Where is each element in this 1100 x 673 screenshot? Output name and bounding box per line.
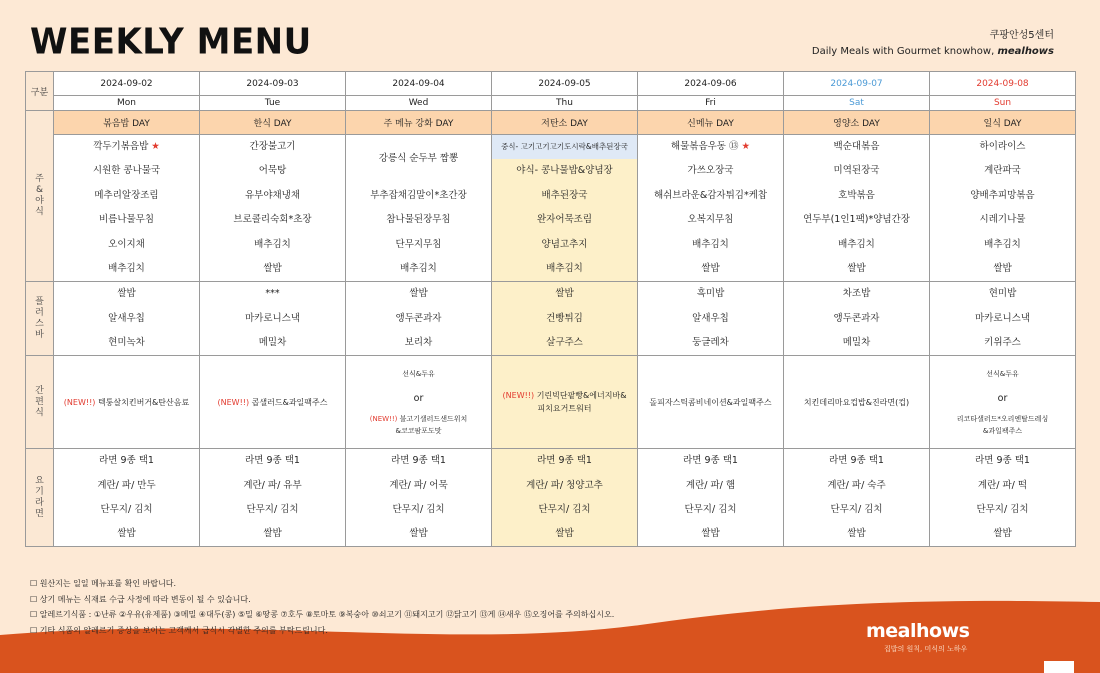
snack-or: or xyxy=(413,392,424,404)
main-mon xyxy=(54,135,200,282)
main-item: 단무지무침 xyxy=(395,238,442,250)
mealhows-logo: mealhows xyxy=(866,620,970,642)
notes-list xyxy=(30,576,614,638)
plus-item: 둥글레차 xyxy=(692,336,729,348)
theme-fri: 신메뉴 DAY xyxy=(638,111,784,135)
ramen-item: 쌀밥 xyxy=(263,528,282,540)
main-item: 야식- 콩나물밥&양념장 xyxy=(516,165,613,177)
plus-thu xyxy=(492,282,638,356)
star-icon: ★ xyxy=(741,141,751,152)
logo-subtitle: 집밥의 원칙, 미식의 노하우 xyxy=(884,645,968,653)
ramen-item: 계란/ 파/ 숙주 xyxy=(827,479,886,491)
tagline-text: Daily Meals with Gourmet knowhow, xyxy=(811,46,995,57)
ramen-fri xyxy=(638,449,784,547)
note-item: ☐ 기타 식품의 알레르기 증상을 보이는 고객께서 급식시 각별한 주의를 부탁드립니다. xyxy=(30,623,614,639)
snack-fri: 돌피자스틱콤비네이션&과일팩주스 xyxy=(638,356,784,449)
ramen-item: 계란/ 파/ 떡 xyxy=(977,479,1028,491)
snack-text: 텍퉁살치킨버거&탄산음료 xyxy=(97,397,190,407)
ramen-item: 계란/ 파/ 어묵 xyxy=(389,479,448,491)
ramen-item: 쌀밥 xyxy=(847,528,866,540)
main-item: 쌀밥 xyxy=(263,262,282,274)
plus-item: 현미밥 xyxy=(988,288,1017,300)
main-sun xyxy=(930,135,1076,282)
ramen-item: 라면 9종 택1 xyxy=(537,455,592,467)
snack-thu xyxy=(492,356,638,449)
main-item-text: 깍두기볶음밥 ★ xyxy=(93,141,160,152)
day-sat: Sat xyxy=(784,96,930,111)
date-mon: 2024-09-02 xyxy=(54,72,200,96)
snack-wed xyxy=(346,356,492,449)
ramen-item: 계란/ 파/ 만두 xyxy=(97,479,156,491)
main-item: 배추김치 xyxy=(400,262,437,274)
main-item: 양념고추지 xyxy=(541,238,588,250)
day-row xyxy=(26,96,1076,111)
date-fri: 2024-09-06 xyxy=(638,72,784,96)
main-item: 부추잡채김말이*초간장 xyxy=(370,189,467,201)
snack-wed-text xyxy=(348,413,489,437)
page-title: WEEKLY MENU xyxy=(30,21,312,63)
ramen-item: 쌀밥 xyxy=(555,528,574,540)
main-item: 백순대볶음 xyxy=(833,141,880,152)
theme-thu: 저탄소 DAY xyxy=(492,111,638,135)
note-item: ☐ 알레르기식품 : ①난류 ②우유(유제품) ③메밀 ④대두(콩) ⑤밀 ⑥땅콩 ⑦호두 ⑧토마토 ⑨복숭아 ⑩쇠고기 ⑪돼지고기 ⑫닭고기 ⑬게 ⑭새우 ⑮오징어를 주의하십시오. xyxy=(30,607,614,623)
main-item: 배추김치 xyxy=(838,238,875,250)
theme-row xyxy=(26,111,1076,135)
main-item: 쌀밥 xyxy=(847,262,866,274)
main-tue xyxy=(200,135,346,282)
main-item: 비름나물무침 xyxy=(98,214,155,226)
theme-wed: 주 메뉴 강화 DAY xyxy=(346,111,492,135)
plus-item: 쌀밥 xyxy=(409,288,428,300)
day-fri: Fri xyxy=(638,96,784,111)
note-item: ☐ 원산지는 일일 메뉴표를 확인 바랍니다. xyxy=(30,576,614,592)
category-ramen xyxy=(26,449,54,547)
plus-item: 메밀차 xyxy=(842,336,871,348)
plus-sun xyxy=(930,282,1076,356)
theme-sat: 영양소 DAY xyxy=(784,111,930,135)
main-item: 브로콜리숙회*초장 xyxy=(233,214,312,226)
main-item: 해물볶음우동 ⑬ ★ xyxy=(670,141,751,152)
snack-text: 리코타샐러드*오리엔탈드레싱 &과일팩주스 xyxy=(956,414,1049,435)
main-item: 양배추피망볶음 xyxy=(970,189,1035,201)
snack-sat: 치킨데리마요컵밥&진라면(컵) xyxy=(784,356,930,449)
snack-sun xyxy=(930,356,1076,449)
ramen-mon xyxy=(54,449,200,547)
main-item: 오복지무침 xyxy=(687,214,734,226)
page-corner xyxy=(1044,661,1074,673)
star-icon: ★ xyxy=(151,141,160,152)
main-item: 배추김치 xyxy=(254,238,291,250)
main-item: 중식- 고기고기고기도시락&배추된장국 xyxy=(492,135,637,159)
plus-item: 차조밥 xyxy=(842,288,871,300)
day-mon: Mon xyxy=(54,96,200,111)
category-snack-label: 간 편 식 xyxy=(35,385,44,418)
plus-item: 보리차 xyxy=(404,336,433,348)
day-tue: Tue xyxy=(200,96,346,111)
ramen-tue xyxy=(200,449,346,547)
plus-item: 알새우칩 xyxy=(692,312,729,324)
main-item: 배추김치 xyxy=(546,262,583,274)
snack-text: 콥샐러드&과일팩주스 xyxy=(251,397,328,407)
main-item: 해쉬브라운&감자튀김*케찹 xyxy=(653,189,768,201)
snack-text: 기린빅단팥빵&에너지바& 피치요거트워터 xyxy=(536,391,627,414)
theme-tue: 한식 DAY xyxy=(200,111,346,135)
note-item: ☐ 상기 메뉴는 식재료 수급 사정에 따라 변동이 될 수 있습니다. xyxy=(30,592,614,608)
main-item: 호박볶음 xyxy=(838,189,875,201)
weekly-menu-table xyxy=(25,71,1076,547)
snack-row xyxy=(26,356,1076,449)
main-row xyxy=(26,135,1076,282)
new-badge: (NEW!!) xyxy=(63,397,96,407)
main-item: 완자어묵조림 xyxy=(536,214,593,226)
new-badge: (NEW!!) xyxy=(502,391,535,401)
ramen-item: 계란/ 파/ 유부 xyxy=(243,479,302,491)
main-fri xyxy=(638,135,784,282)
new-badge: (NEW!!) xyxy=(369,414,398,423)
plus-item: 살구주스 xyxy=(546,336,583,348)
date-sun: 2024-09-08 xyxy=(930,72,1076,96)
category-plus-label: 플 러 스 바 xyxy=(35,296,44,340)
snack-or: or xyxy=(997,392,1008,404)
ramen-wed xyxy=(346,449,492,547)
category-main-label: 주 & 야 식 xyxy=(35,174,44,218)
plus-item: 마카로니스낵 xyxy=(974,312,1031,324)
main-item: 계란파국 xyxy=(984,165,1021,177)
snack-top: 선식&두유 xyxy=(402,369,435,378)
main-item: 유부야채냉채 xyxy=(244,189,301,201)
ramen-item: 라면 9종 택1 xyxy=(99,455,154,467)
main-item xyxy=(54,135,199,159)
category-ramen-label: 요 기 라 면 xyxy=(35,475,44,519)
main-item: 하이라이스 xyxy=(979,141,1026,152)
date-thu: 2024-09-05 xyxy=(492,72,638,96)
plus-item: 쌀밥 xyxy=(555,288,574,300)
ramen-item: 쌀밥 xyxy=(701,528,720,540)
category-snack xyxy=(26,356,54,449)
main-item: 미역된장국 xyxy=(833,165,880,177)
date-row xyxy=(26,72,1076,96)
ramen-item: 단무지/ 김치 xyxy=(392,503,445,515)
ramen-sun xyxy=(930,449,1076,547)
ramen-item: 계란/ 파/ 청양고추 xyxy=(526,479,603,491)
ramen-item: 라면 9종 택1 xyxy=(245,455,300,467)
category-header: 구분 xyxy=(26,72,54,111)
main-item: 배추된장국 xyxy=(541,189,588,201)
main-wed xyxy=(346,135,492,282)
ramen-item: 라면 9종 택1 xyxy=(975,455,1030,467)
plus-tue xyxy=(200,282,346,356)
plus-wed xyxy=(346,282,492,356)
plus-item: 앵두콘과자 xyxy=(833,312,880,324)
snack-tue xyxy=(200,356,346,449)
snack-text: 불고기샐러드샌드위치 &코코팜포도맛 xyxy=(395,414,468,435)
plus-item: 알새우칩 xyxy=(108,312,145,324)
ramen-item: 라면 9종 택1 xyxy=(683,455,738,467)
date-tue: 2024-09-03 xyxy=(200,72,346,96)
snack-top: 선식&두유 xyxy=(986,369,1019,378)
ramen-sat xyxy=(784,449,930,547)
ramen-item: 단무지/ 김치 xyxy=(246,503,299,515)
plus-item: 현미녹차 xyxy=(108,336,145,348)
main-item: 어묵탕 xyxy=(258,165,287,177)
main-sat xyxy=(784,135,930,282)
main-item: 배추김치 xyxy=(984,238,1021,250)
new-badge: (NEW!!) xyxy=(217,397,250,407)
main-item: 배추김치 xyxy=(108,262,145,274)
plus-item: 앵두콘과자 xyxy=(395,312,442,324)
tagline-brand: mealhows xyxy=(997,46,1054,57)
main-item: 쌀밥 xyxy=(993,262,1012,274)
day-thu: Thu xyxy=(492,96,638,111)
main-item: 간장불고기 xyxy=(249,141,296,152)
main-item: 오이지채 xyxy=(108,238,145,250)
ramen-item: 라면 9종 택1 xyxy=(829,455,884,467)
day-sun: Sun xyxy=(930,96,1076,111)
ramen-item: 쌀밥 xyxy=(409,528,428,540)
branch-name: 쿠팡안성5센터 xyxy=(989,30,1054,41)
main-item: 시원한 콩나물국 xyxy=(92,165,161,177)
ramen-item: 단무지/ 김치 xyxy=(976,503,1029,515)
plus-item: 쌀밥 xyxy=(117,288,136,300)
snack-mon xyxy=(54,356,200,449)
plus-item: 마카로니스낵 xyxy=(244,312,301,324)
main-item: 쌀밥 xyxy=(701,262,720,274)
plus-item: *** xyxy=(265,288,280,300)
plus-item: 키위주스 xyxy=(984,336,1021,348)
ramen-item: 쌀밥 xyxy=(993,528,1012,540)
plus-sat xyxy=(784,282,930,356)
plus-row xyxy=(26,282,1076,356)
theme-sun: 일식 DAY xyxy=(930,111,1076,135)
ramen-item: 단무지/ 김치 xyxy=(830,503,883,515)
ramen-item: 쌀밥 xyxy=(117,528,136,540)
main-item: 강릉식 순두부 짬뽕 xyxy=(378,153,459,164)
ramen-item: 라면 9종 택1 xyxy=(391,455,446,467)
category-main xyxy=(26,111,54,282)
plus-fri xyxy=(638,282,784,356)
main-item: 배추김치 xyxy=(692,238,729,250)
category-plus xyxy=(26,282,54,356)
tagline xyxy=(812,46,1054,57)
main-item: 메추리알장조림 xyxy=(94,189,159,201)
main-item: 시레기나물 xyxy=(979,214,1026,226)
date-wed: 2024-09-04 xyxy=(346,72,492,96)
ramen-item: 단무지/ 김치 xyxy=(538,503,591,515)
main-item: 가쓰오장국 xyxy=(687,165,734,177)
main-item: 연두부(1인1팩)*양념간장 xyxy=(803,214,910,226)
ramen-thu xyxy=(492,449,638,547)
plus-mon xyxy=(54,282,200,356)
main-thu xyxy=(492,135,638,282)
plus-item: 흑미밥 xyxy=(696,288,725,300)
date-sat: 2024-09-07 xyxy=(784,72,930,96)
theme-mon: 볶음밥 DAY xyxy=(54,111,200,135)
plus-item: 건빵튀김 xyxy=(546,312,583,324)
ramen-item: 계란/ 파/ 햄 xyxy=(685,479,736,491)
plus-item: 메밀차 xyxy=(258,336,287,348)
ramen-item: 단무지/ 김치 xyxy=(684,503,737,515)
ramen-item: 단무지/ 김치 xyxy=(100,503,153,515)
day-wed: Wed xyxy=(346,96,492,111)
ramen-row xyxy=(26,449,1076,547)
main-item: 참나물된장무침 xyxy=(386,214,451,226)
